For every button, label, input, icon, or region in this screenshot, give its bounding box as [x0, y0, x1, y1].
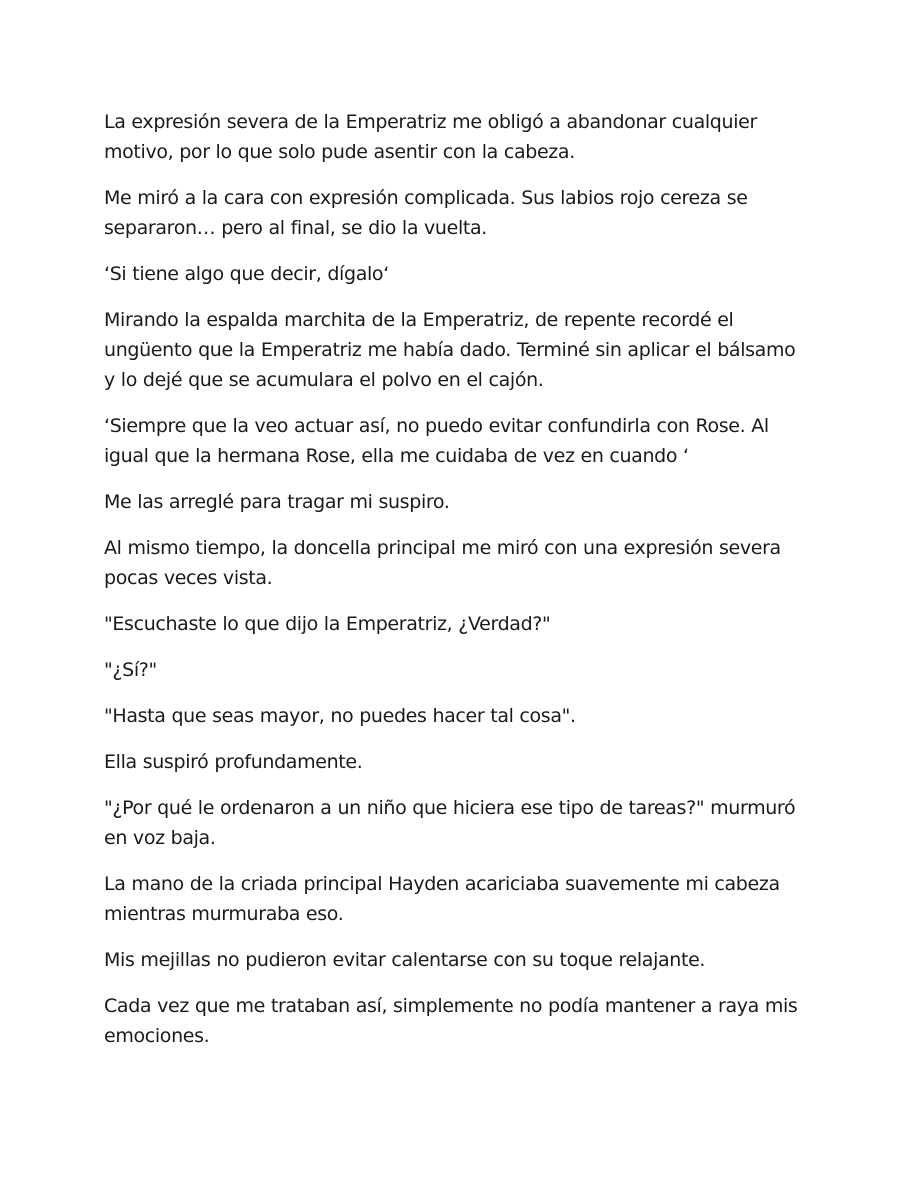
- paragraph: ‘Siempre que la veo actuar así, no puedo evitar confundirla con Rose. Al igual que la hermana Rose, ella me cuidaba de vez en cuando ‘: [104, 415, 769, 467]
- document-body: [104, 107, 804, 1067]
- paragraph: La mano de la criada principal Hayden acariciaba suavemente mi cabeza mientras murmuraba eso.: [104, 873, 780, 925]
- paragraph: Mis mejillas no pudieron evitar calentarse con su toque relajante.: [104, 949, 706, 971]
- paragraph: "¿Por qué le ordenaron a un niño que hiciera ese tipo de tareas?" murmuró en voz baja.: [104, 797, 796, 849]
- paragraph: Ella suspiró profundamente.: [104, 751, 363, 773]
- paragraph: "¿Sí?": [104, 659, 157, 681]
- paragraph: Mirando la espalda marchita de la Emperatriz, de repente recordé el ungüento que la Emperatriz me había dado. Terminé sin aplicar el bálsamo y lo dejé que se acumulara el polvo en el cajón.: [104, 309, 796, 391]
- paragraph: Me miró a la cara con expresión complicada. Sus labios rojo cereza se separaron… pero al final, se dio la vuelta.: [104, 187, 748, 239]
- paragraph: La expresión severa de la Emperatriz me obligó a abandonar cualquier motivo, por lo que solo pude asentir con la cabeza.: [104, 111, 757, 163]
- paragraph: ‘Si tiene algo que decir, dígalo‘: [104, 263, 389, 285]
- paragraph: Me las arreglé para tragar mi suspiro.: [104, 491, 450, 513]
- paragraph: Cada vez que me trataban así, simplemente no podía mantener a raya mis emociones.: [104, 995, 798, 1047]
- paragraph: "Hasta que seas mayor, no puedes hacer tal cosa".: [104, 705, 576, 727]
- paragraph: "Escuchaste lo que dijo la Emperatriz, ¿Verdad?": [104, 613, 551, 635]
- paragraph: Al mismo tiempo, la doncella principal me miró con una expresión severa pocas veces vista.: [104, 537, 781, 589]
